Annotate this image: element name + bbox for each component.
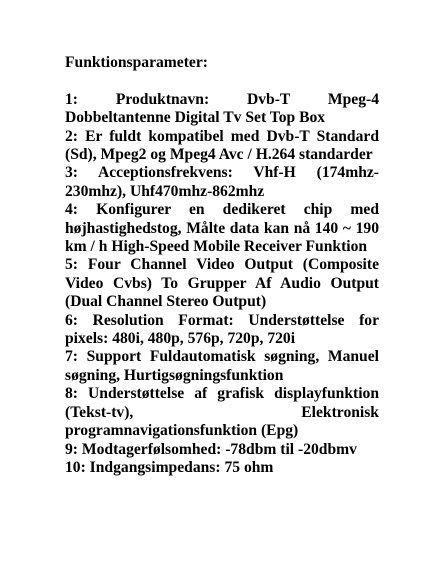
parameter-item-8: 8: Understøttelse af grafisk displayfunktion (Tekst-tv), Elektronisk programnavigationsfunktion (Epg) [65,385,379,440]
parameter-item-4: 4: Konfigurer en dedikeret chip med højhastighedstog, Målte data kan nå 140 ~ 190 km / h High-Speed Mobile Receiver Funktion [65,201,379,256]
parameter-item-9: 9: Modtagerfølsomhed: -78dbm til -20dbmv [65,440,357,458]
parameter-item-10: 10: Indgangsimpedans: 75 ohm [65,458,274,476]
parameter-item-1: 1: Produktnavn: Dvb-T Mpeg-4 Dobbeltantenne Digital Tv Set Top Box [65,90,379,127]
document-heading: Funktionsparameter: [65,54,208,71]
parameter-list [65,91,379,478]
document-body [65,54,379,477]
parameter-item-2: 2: Er fuldt kompatibel med Dvb-T Standard (Sd), Mpeg2 og Mpeg4 Avc / H.264 standarder [65,127,379,164]
parameter-item-7: 7: Support Fuldautomatisk søgning, Manuel søgning, Hurtigsøgningsfunktion [65,348,379,384]
parameter-item-3: 3: Acceptionsfrekvens: Vhf-H (174mhz-230mhz), Uhf470mhz-862mhz [65,164,379,200]
parameter-item-5: 5: Four Channel Video Output (Composite Video Cvbs) To Grupper Af Audio Output (Dual Channel Stereo Output) [65,256,379,311]
parameter-item-6: 6: Resolution Format: Understøttelse for pixels: 480i, 480p, 576p, 720p, 720i [65,311,379,348]
